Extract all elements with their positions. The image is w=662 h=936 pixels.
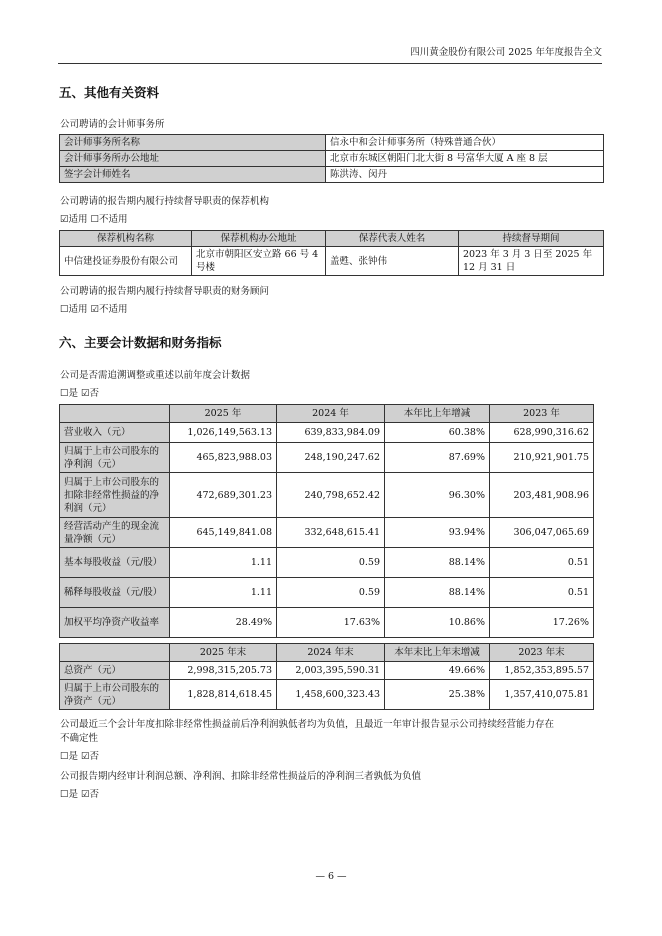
- going-concern-answer: ☐是 ☑否: [60, 751, 100, 762]
- table-cell: 472,689,301.23: [170, 473, 277, 518]
- restate-answer: ☐是 ☑否: [60, 388, 100, 399]
- row-label: 归属于上市公司股东的净利润（元）: [60, 443, 170, 473]
- table-header-cell: [60, 644, 170, 662]
- sponsor-table: [59, 230, 604, 276]
- auditor-table: [59, 134, 604, 183]
- sponsor-header-cell: 保荐机构名称: [60, 231, 192, 247]
- table-cell: 240,798,652.42: [277, 473, 385, 518]
- row-label: 营业收入（元）: [60, 423, 170, 443]
- table-cell: 49.66%: [385, 662, 490, 680]
- table-cell: 88.14%: [385, 578, 490, 608]
- table-cell: 0.59: [277, 548, 385, 578]
- auditor-row: [60, 151, 604, 167]
- table-row: [60, 548, 594, 578]
- table-cell: 306,047,065.69: [490, 518, 594, 548]
- table-cell: 1.11: [170, 578, 277, 608]
- table-row: [60, 518, 594, 548]
- table-row: [60, 423, 594, 443]
- table-cell: 87.69%: [385, 443, 490, 473]
- table-header-cell: 2025 年: [170, 405, 277, 423]
- table-header-cell: 本年比上年增减: [385, 405, 490, 423]
- auditor-row: [60, 167, 604, 183]
- table-row: [60, 473, 594, 518]
- table-cell: 645,149,841.08: [170, 518, 277, 548]
- table-cell: 88.14%: [385, 548, 490, 578]
- sponsor-reps: 盖甦、张钟伟: [326, 247, 459, 276]
- row-label: 归属于上市公司股东的净资产（元）: [60, 680, 170, 710]
- table-cell: 0.51: [490, 578, 594, 608]
- sponsor-period: 2023 年 3 月 3 日至 2025 年 12 月 31 日: [459, 247, 604, 276]
- table-cell: 203,481,908.96: [490, 473, 594, 518]
- advisor-choice: ☐适用 ☑不适用: [60, 304, 128, 315]
- table-cell: 10.86%: [385, 608, 490, 638]
- table-cell: 639,833,984.09: [277, 423, 385, 443]
- table-cell: 1,357,410,075.81: [490, 680, 594, 710]
- going-concern-note-cont: 不确定性: [60, 733, 99, 744]
- table-row: [60, 443, 594, 473]
- row-label: 加权平均净资产收益率: [60, 608, 170, 638]
- table-cell: 17.63%: [277, 608, 385, 638]
- table-cell: 628,990,316.62: [490, 423, 594, 443]
- section-5-heading: 五、其他有关资料: [59, 85, 160, 100]
- row-label: 总资产（元）: [60, 662, 170, 680]
- table-cell: 0.59: [277, 578, 385, 608]
- table-cell: 210,921,901.75: [490, 443, 594, 473]
- auditor-label: 签字会计师姓名: [60, 167, 326, 183]
- auditor-label: 会计师事务所办公地址: [60, 151, 326, 167]
- sponsor-name: 中信建投证券股份有限公司: [60, 247, 192, 276]
- going-concern-note: 公司最近三个会计年度扣除非经常性损益前后净利润孰低者均为负值，且最近一年审计报告显示公司持续经营能力存在: [60, 719, 555, 730]
- table-cell: 93.94%: [385, 518, 490, 548]
- profit-negative-answer: ☐是 ☑否: [60, 789, 100, 800]
- sponsor-header-cell: 保荐代表人姓名: [326, 231, 459, 247]
- table-header-cell: 2024 年: [277, 405, 385, 423]
- row-label: 基本每股收益（元/股）: [60, 548, 170, 578]
- auditor-label: 会计师事务所名称: [60, 135, 326, 151]
- table-cell: 2,003,395,590.31: [277, 662, 385, 680]
- sponsor-header-cell: 保荐机构办公地址: [192, 231, 326, 247]
- profit-negative-note: 公司报告期内经审计利润总额、净利润、扣除非经常性损益后的净利润三者孰低为负值: [60, 771, 422, 782]
- table-header-cell: 本年末比上年末增减: [385, 644, 490, 662]
- table-header-cell: 2025 年末: [170, 644, 277, 662]
- balance-table: [59, 643, 594, 710]
- row-label: 经营活动产生的现金流量净额（元）: [60, 518, 170, 548]
- table-header-row: [60, 405, 594, 423]
- table-cell: 60.38%: [385, 423, 490, 443]
- table-cell: 0.51: [490, 548, 594, 578]
- table-cell: 96.30%: [385, 473, 490, 518]
- sponsor-intro: 公司聘请的报告期内履行持续督导职责的保荐机构: [60, 196, 270, 207]
- page-number: — 6 —: [315, 871, 347, 882]
- table-cell: 25.38%: [385, 680, 490, 710]
- section-6-heading: 六、主要会计数据和财务指标: [59, 335, 222, 350]
- table-row: [60, 608, 594, 638]
- table-cell: 1,026,149,563.13: [170, 423, 277, 443]
- financial-table: [59, 404, 594, 638]
- table-cell: 248,190,247.62: [277, 443, 385, 473]
- table-row: [60, 578, 594, 608]
- auditor-intro: 公司聘请的会计师事务所: [60, 119, 165, 130]
- auditor-value: 信永中和会计师事务所（特殊普通合伙）: [326, 135, 604, 151]
- table-cell: 465,823,988.03: [170, 443, 277, 473]
- table-header-cell: 2023 年: [490, 405, 594, 423]
- table-cell: 1,458,600,323.43: [277, 680, 385, 710]
- page-header: 四川黄金股份有限公司 2025 年年度报告全文: [58, 44, 602, 64]
- sponsor-header-cell: 持续督导期间: [459, 231, 604, 247]
- advisor-intro: 公司聘请的报告期内履行持续督导职责的财务顾问: [60, 286, 270, 297]
- sponsor-choice: ☑适用 ☐不适用: [60, 214, 128, 225]
- table-cell: 2,998,315,205.73: [170, 662, 277, 680]
- table-header-cell: [60, 405, 170, 423]
- auditor-row: [60, 135, 604, 151]
- table-cell: 1,828,814,618.45: [170, 680, 277, 710]
- sponsor-row: [60, 247, 604, 276]
- table-header-row: [60, 644, 594, 662]
- table-cell: 28.49%: [170, 608, 277, 638]
- table-row: [60, 680, 594, 710]
- table-cell: 1.11: [170, 548, 277, 578]
- table-header-cell: 2023 年末: [490, 644, 594, 662]
- table-cell: 1,852,353,895.57: [490, 662, 594, 680]
- table-row: [60, 662, 594, 680]
- row-label: 稀释每股收益（元/股）: [60, 578, 170, 608]
- table-header-cell: 2024 年末: [277, 644, 385, 662]
- table-cell: 17.26%: [490, 608, 594, 638]
- sponsor-header-row: [60, 231, 604, 247]
- row-label: 归属于上市公司股东的扣除非经常性损益的净利润（元）: [60, 473, 170, 518]
- auditor-value: 陈洪涛、闵丹: [326, 167, 604, 183]
- restate-question: 公司是否需追溯调整或重述以前年度会计数据: [60, 370, 251, 381]
- auditor-value: 北京市东城区朝阳门北大街 8 号富华大厦 A 座 8 层: [326, 151, 604, 167]
- sponsor-address: 北京市朝阳区安立路 66 号 4 号楼: [192, 247, 326, 276]
- table-cell: 332,648,615.41: [277, 518, 385, 548]
